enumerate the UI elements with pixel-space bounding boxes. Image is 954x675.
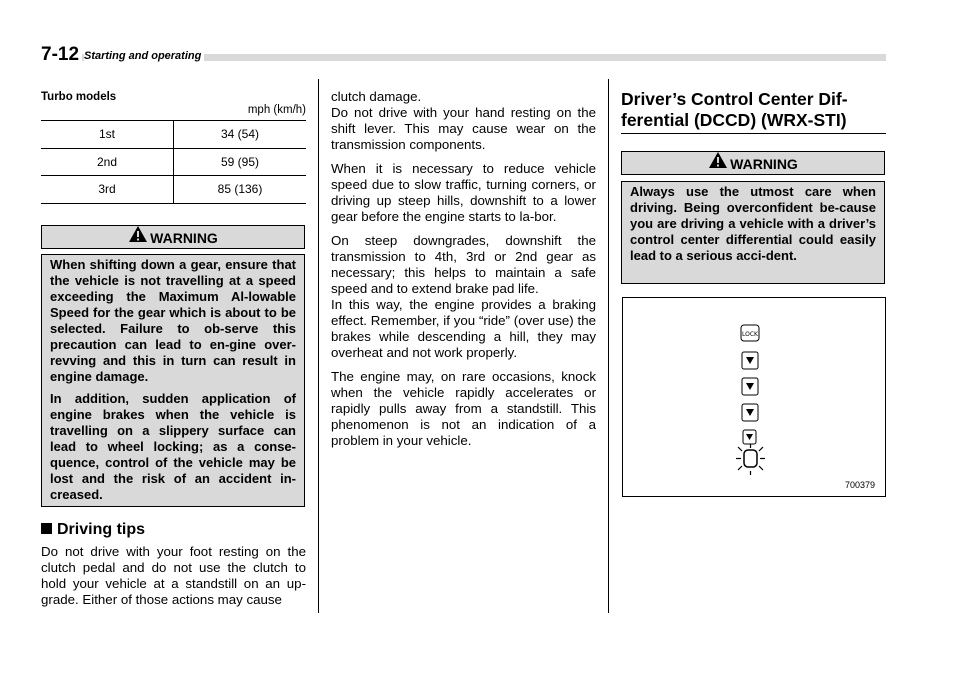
gear-cell: 1st (41, 121, 174, 149)
body-paragraph: Do not drive with your hand resting on the shift lever. This may cause wear on the transmission components. (331, 105, 596, 152)
section-title: Starting and operating (84, 50, 204, 63)
table-row (41, 176, 306, 204)
warning-header (41, 225, 305, 249)
gear-speed-table (41, 120, 306, 204)
column-divider (318, 79, 319, 613)
warning-paragraph: When shifting down a gear, ensure that the vehicle is not travelling at a speed exceeding the Maximum Al-lowable Speed for the gear which is about to be selected. Failure to ob-serve this precaution can lead to en-gine over-revving and this in turn can result in engine damage. (50, 257, 296, 384)
body-paragraph: On steep downgrades, downshift the transmission to 4th, 3rd or 2nd gear as necessary; this helps to maintain a safe speed and to extend brake pad life. (331, 233, 596, 296)
body-paragraph: clutch damage. (331, 89, 422, 104)
dccd-indicator-diagram (733, 322, 773, 482)
driving-tips-label: Driving tips (57, 521, 146, 538)
warning-box (41, 254, 305, 507)
driving-tips-heading (41, 521, 145, 539)
figure-code: 700379 (845, 480, 876, 490)
chevron-down-icon (742, 404, 758, 421)
speed-cell: 34 (54) (174, 121, 307, 149)
dccd-indicator-figure (622, 297, 886, 497)
chevron-down-icon (743, 430, 756, 444)
body-paragraph: The engine may, on rare occasions, knock when the vehicle rapidly accelerates or rapidly pulls away from a standstill. This phenomenon is not an indication of a problem in your vehicle. (331, 369, 596, 448)
table-title: Turbo models (41, 91, 117, 103)
speed-cell: 59 (95) (174, 148, 307, 176)
table-row (41, 148, 306, 176)
page-number: 7-12 (41, 44, 82, 66)
lock-label: LOCK (742, 331, 758, 338)
warning-triangle-icon (128, 225, 148, 250)
column-divider (608, 79, 609, 613)
warning-triangle-icon (708, 151, 728, 176)
table-row (41, 121, 306, 149)
illuminated-indicator-icon (736, 444, 765, 475)
warning-label: WARNING (730, 156, 798, 172)
warning-header (621, 151, 885, 175)
warning-paragraph: In addition, sudden application of engine brakes when the vehicle is travelling on a slippery surface can lead to wheel locking; as a conse-quence, control of the vehicle may be lost and the risk of an accident in-creased. (50, 391, 296, 502)
gear-cell: 2nd (41, 148, 174, 176)
warning-label: WARNING (150, 230, 218, 246)
column-2-text (331, 89, 596, 449)
heading-rule (621, 133, 886, 134)
unit-label: mph (km/h) (247, 104, 306, 116)
driving-tips-text (41, 544, 306, 608)
body-paragraph: In this way, the engine provides a braking effect. Remember, if you “ride” (over use) the brakes while descending a hill, they may overheat and not work properly. (331, 297, 596, 360)
gear-cell: 3rd (41, 176, 174, 204)
square-bullet-icon (41, 523, 52, 534)
body-paragraph: Do not drive with your foot resting on the clutch pedal and do not use the clutch to hold your vehicle at a standstill on an up-grade. Either of those actions may cause (41, 544, 306, 607)
speed-cell: 85 (136) (174, 176, 307, 204)
warning-paragraph: Always use the utmost care when driving. Being overconfident be-cause you are driving a vehicle with a driver’s control center differential could easily lead to a serious acci-dent. (630, 184, 876, 263)
warning-box (621, 181, 885, 284)
chevron-down-icon (742, 352, 758, 369)
dccd-heading: Driver’s Control Center Dif-ferential (DCCD) (WRX-STI) (621, 89, 848, 130)
body-paragraph: When it is necessary to reduce vehicle speed due to slow traffic, turning corners, or driving up steep hills, downshift to a lower gear before the engine starts to la-bor. (331, 161, 596, 224)
chevron-down-icon (742, 378, 758, 395)
